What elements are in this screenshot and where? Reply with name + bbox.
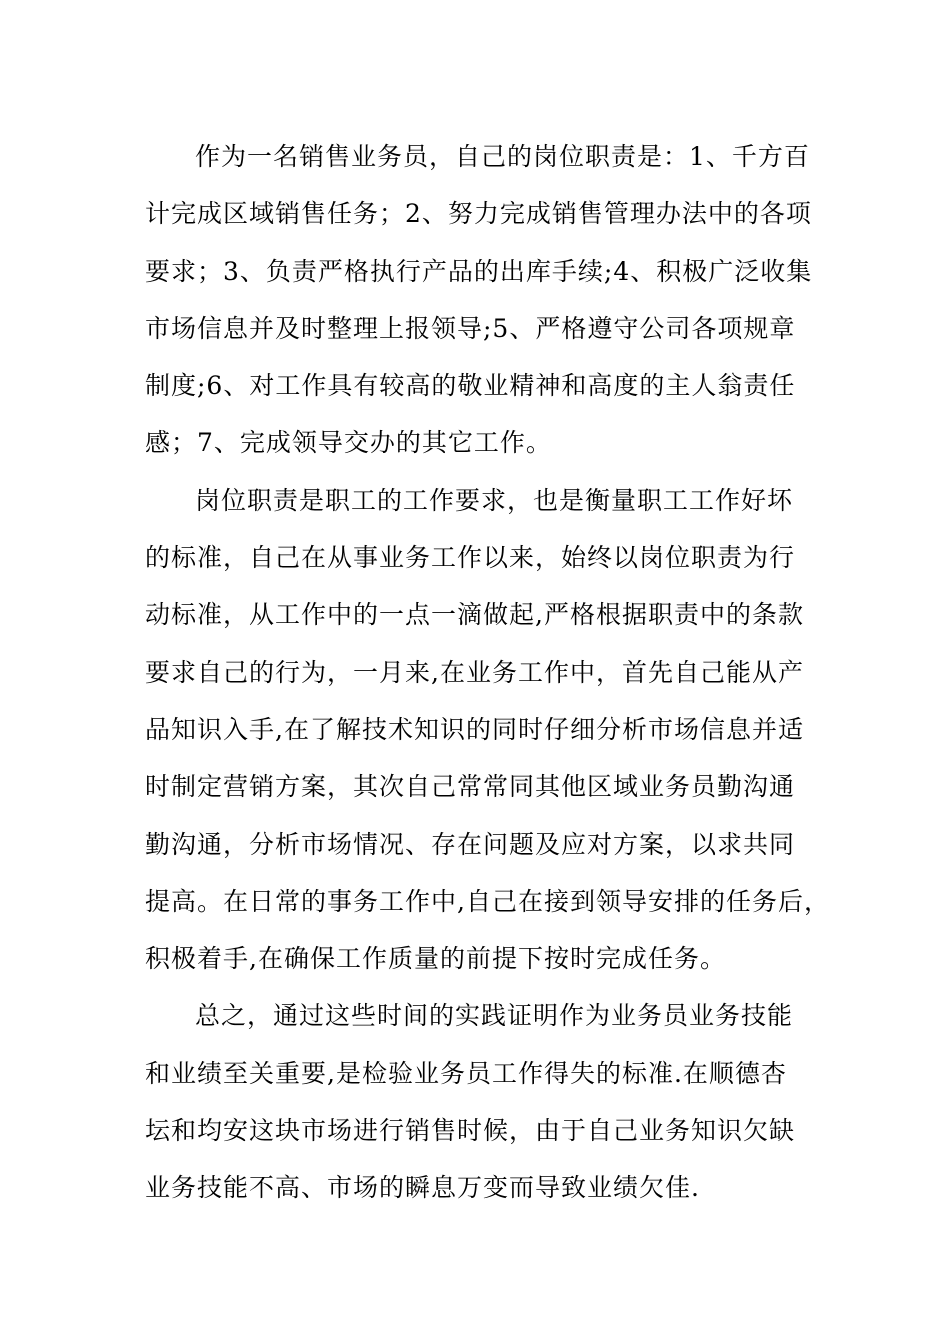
text-line: 坛和均安这块市场进行销售时候，由于自己业务知识欠缺	[145, 1116, 796, 1146]
text-line: 和业绩至关重要,是检验业务员工作得失的标准.在顺德杏	[145, 1058, 787, 1088]
text-line: 总之，通过这些时间的实践证明作为业务员业务技能	[195, 1001, 794, 1031]
text-line: 时制定营销方案，其次自己常常同其他区域业务员勤沟通	[145, 772, 796, 802]
text-line: 岗位职责是职工的工作要求，也是衡量职工工作好坏	[195, 485, 794, 515]
text-line: 积极着手,在确保工作质量的前提下按时完成任务。	[145, 944, 726, 974]
text-line: 品知识入手,在了解技术知识的同时仔细分析市场信息并适	[145, 714, 804, 744]
text-line: 业务技能不高、市场的瞬息万变而导致业绩欠佳.	[145, 1173, 700, 1203]
document-body	[145, 128, 830, 1217]
text-line: 勤沟通，分析市场情况、存在问题及应对方案，以求共同	[145, 829, 796, 859]
text-line: 作为一名销售业务员，自己的岗位职责是：1、千方百	[195, 142, 810, 171]
text-line: 动标准，从工作中的一点一滴做起,严格根据职责中的条款	[145, 600, 804, 630]
text-line: 要求自己的行为，一月来,在业务工作中，首先自己能从产	[145, 657, 804, 687]
text-line: 提高。在日常的事务工作中,自己在接到领导安排的任务后，	[145, 886, 830, 916]
text-line: 市场信息并及时整理上报领导;5、严格遵守公司各项规章	[145, 313, 796, 343]
text-line: 的标准，自己在从事业务工作以来，始终以岗位职责为行	[145, 543, 796, 573]
paragraph-3	[145, 987, 807, 1216]
text-line: 要求；3、负责严格执行产品的出库手续;4、积极广泛收集	[145, 256, 813, 286]
text-line: 计完成区域销售任务；2、努力完成销售管理办法中的各项	[145, 199, 812, 229]
text-line: 感；7、完成领导交办的其它工作。	[145, 428, 552, 458]
paragraph-2	[145, 472, 830, 988]
paragraph-1	[145, 128, 813, 472]
text-line: 制度;6、对工作具有较高的敬业精神和高度的主人翁责任	[145, 371, 796, 401]
